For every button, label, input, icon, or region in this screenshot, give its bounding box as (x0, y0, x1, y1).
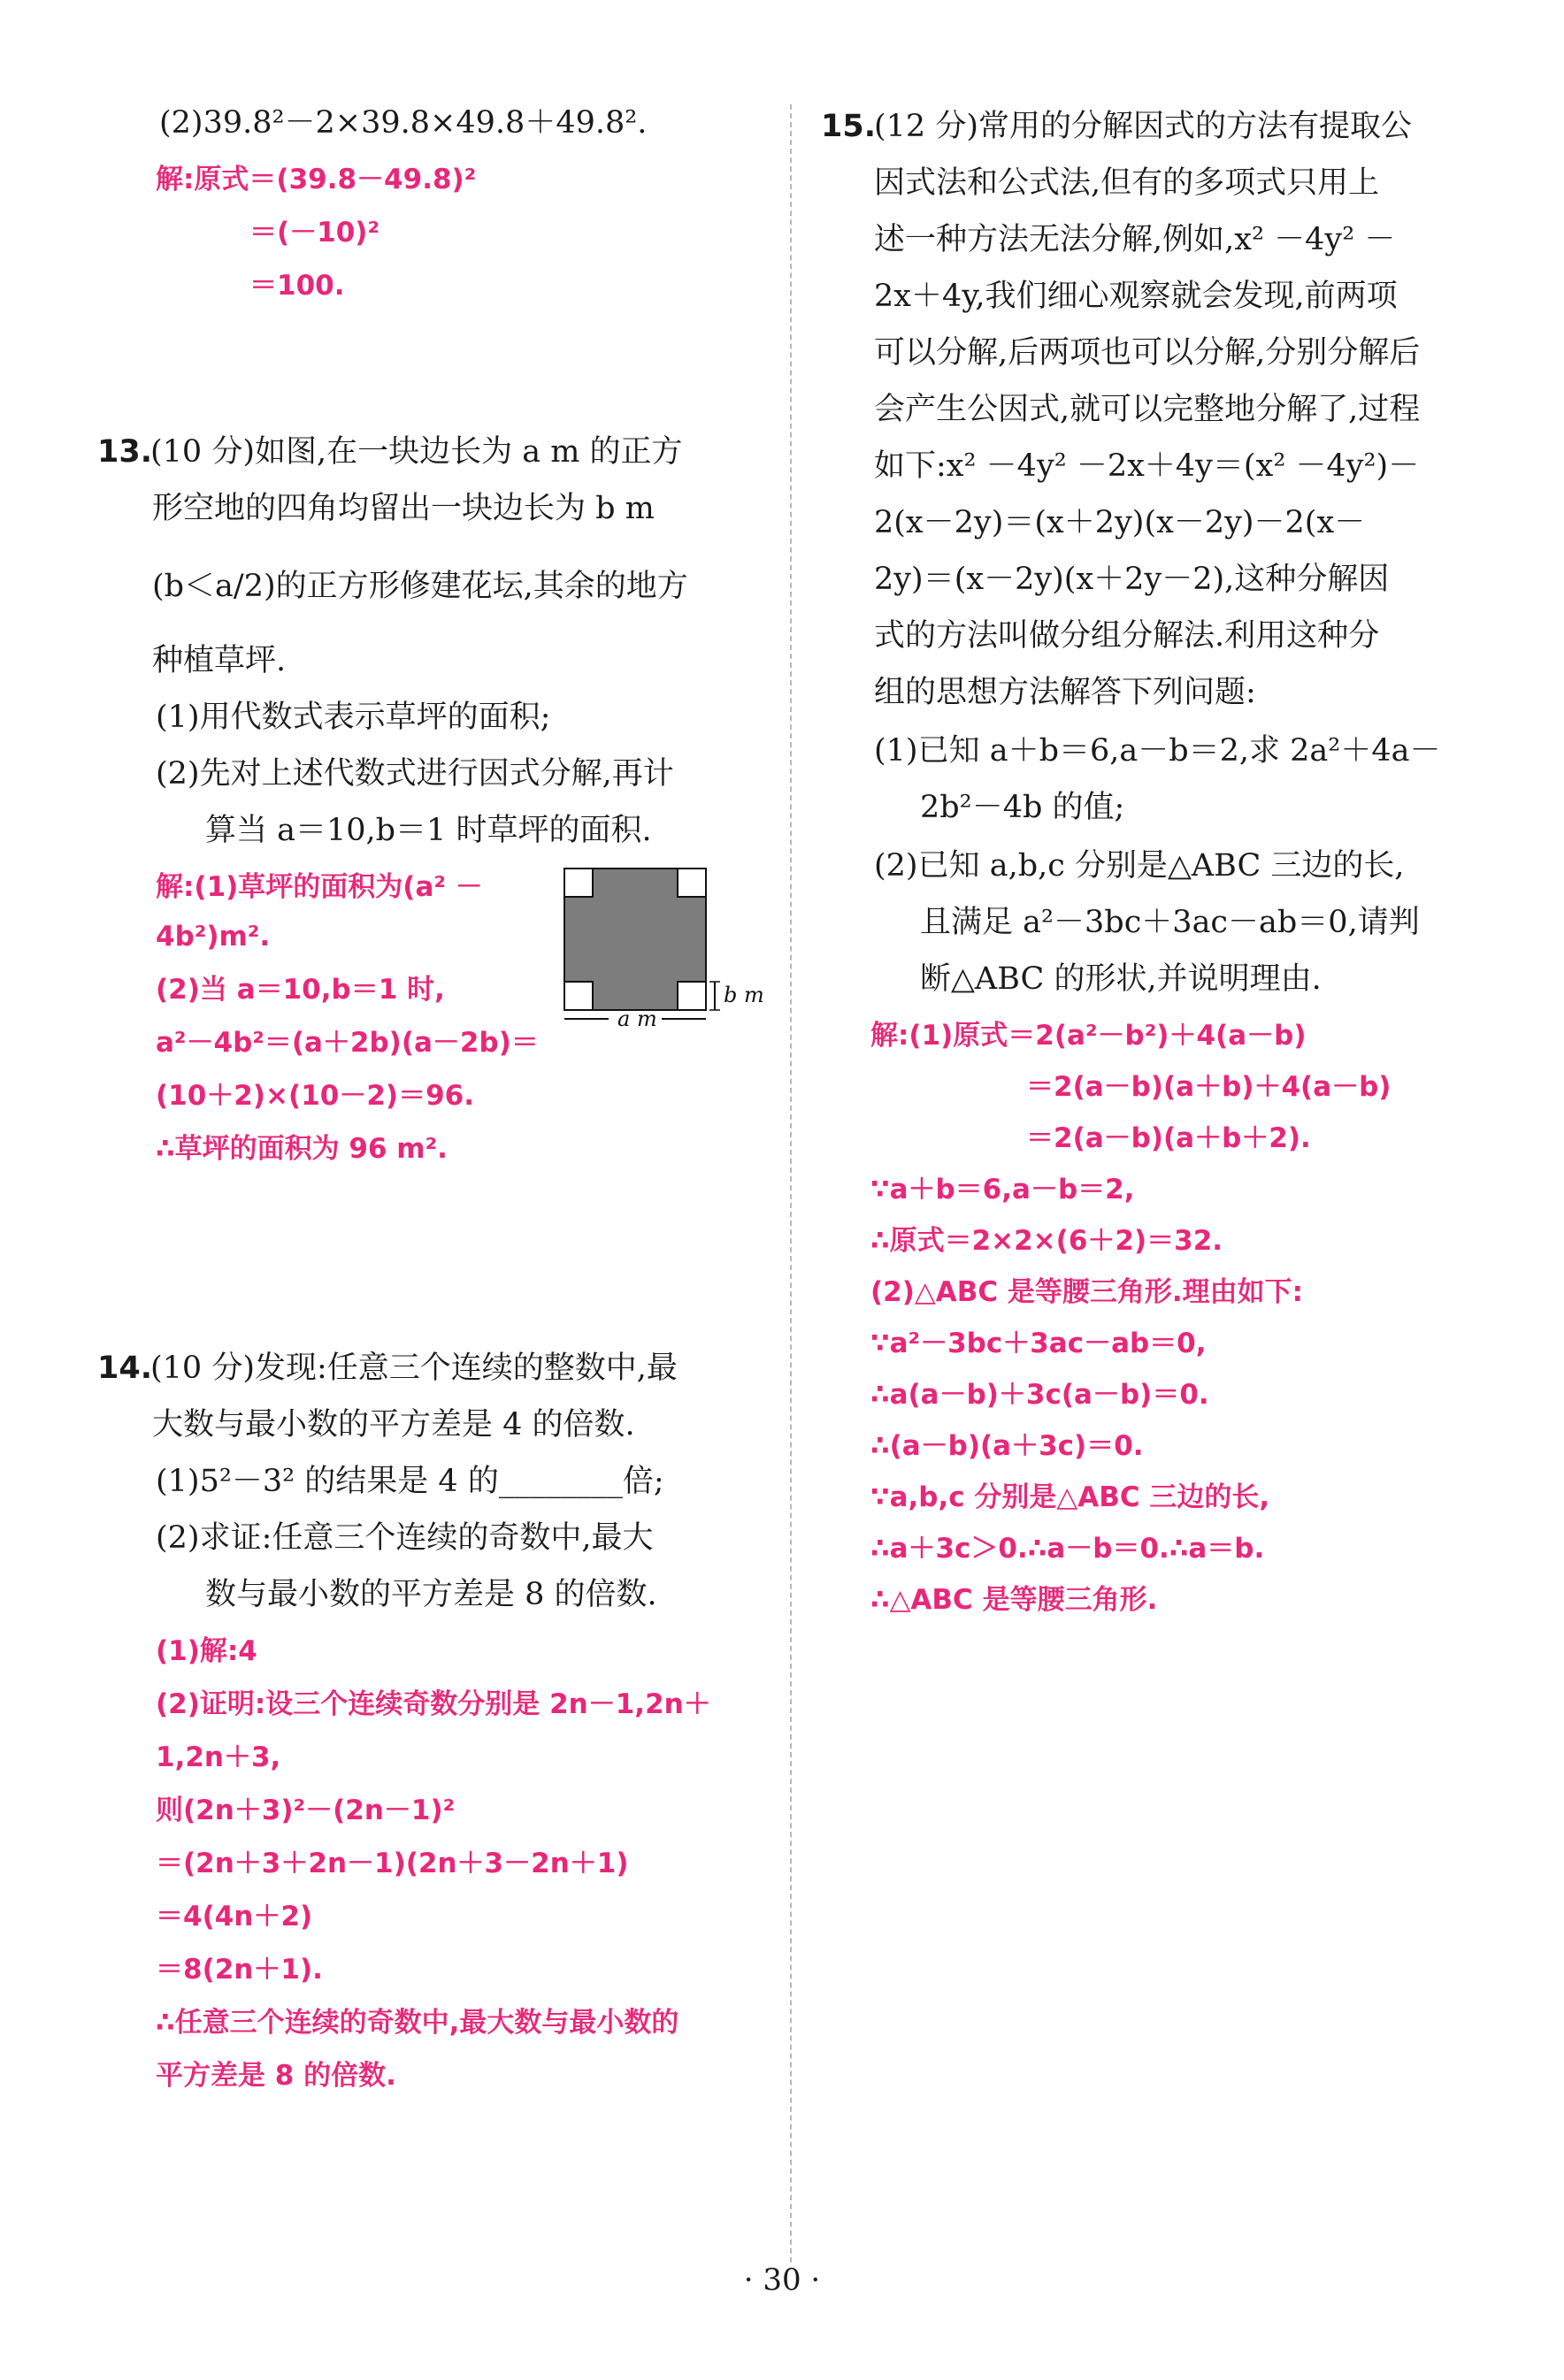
q13-text-line: 算当 a＝10,b＝1 时草坪的面积. (205, 813, 652, 848)
q13-text-line: (10 分)如图,在一块边长为 a m 的正方 (150, 434, 683, 470)
q14-number: 14. (97, 1351, 153, 1386)
grass-figure-svg (563, 867, 775, 1035)
q15-text-line: (2)已知 a,b,c 分别是△ABC 三边的长, (874, 848, 1405, 884)
q15-number: 15. (821, 109, 877, 144)
q15-answer-line: ∴(a－b)(a＋3c)＝0. (870, 1430, 1144, 1462)
q15-text-line: 述一种方法无法分解,例如,x² －4y² － (874, 222, 1396, 257)
q15-answer-line: ∴△ABC 是等腰三角形. (870, 1584, 1158, 1616)
q12-answer-line: ＝(－10)² (249, 217, 380, 249)
q13-answer-line: 4b²)m². (156, 921, 271, 953)
q15-answer-line: ＝2(a－b)(a＋b)＋4(a－b) (1026, 1071, 1392, 1103)
q14-text-line: 数与最小数的平方差是 8 的倍数. (205, 1577, 657, 1612)
q14-answer-line: ＝8(2n＋1). (156, 1954, 323, 1986)
q15-answer-line: ＝2(a－b)(a＋b＋2). (1026, 1122, 1311, 1154)
q15-text-line: 且满足 a²－3bc＋3ac－ab＝0,请判 (920, 905, 1420, 940)
q15-answer-line: (2)△ABC 是等腰三角形.理由如下: (870, 1276, 1304, 1308)
q15-answer-line: 解:(1)原式＝2(a²－b²)＋4(a－b) (870, 1020, 1307, 1052)
q14-text-line: 大数与最小数的平方差是 4 的倍数. (152, 1407, 635, 1443)
q15-answer-line: ∴a(a－b)＋3c(a－b)＝0. (870, 1379, 1209, 1411)
q13-text-line: 形空地的四角均留出一块边长为 b m (152, 491, 655, 526)
q15-text-line: 2b²－4b 的值; (920, 790, 1125, 825)
q14-answer-line: (1)解:4 (156, 1635, 257, 1667)
q14-answer-line: ∴任意三个连续的奇数中,最大数与最小数的 (156, 2007, 679, 2039)
flowerbed-bottom-left (564, 982, 593, 1010)
q15-answer-line: ∵a²－3bc＋3ac－ab＝0, (870, 1328, 1207, 1359)
q13-answer-line: ∴草坪的面积为 96 m². (156, 1133, 448, 1165)
q14-text-line: (2)求证:任意三个连续的奇数中,最大 (156, 1520, 654, 1556)
q14-answer-line: (2)证明:设三个连续奇数分别是 2n－1,2n＋ (156, 1688, 711, 1720)
q14-answer-line: ＝(2n＋3＋2n－1)(2n＋3－2n＋1) (156, 1848, 629, 1879)
q14-answer-line: 1,2n＋3, (156, 1741, 281, 1773)
q12-answer-line: ＝100. (249, 270, 345, 302)
q15-text-line: 组的思想方法解答下列问题: (874, 675, 1256, 710)
flowerbed-top-left (564, 869, 593, 897)
q15-text-line: 如下:x² －4y² －2x＋4y＝(x² －4y²)－ (874, 448, 1420, 484)
q14-answer-line: 平方差是 8 的倍数. (156, 2060, 396, 2092)
q13-text-line: (b＜a/2)的正方形修建花坛,其余的地方 (152, 569, 688, 604)
q15-answer-line: ∴原式＝2×2×(6＋2)＝32. (870, 1225, 1223, 1257)
grass-figure (563, 867, 775, 1038)
column-divider (790, 104, 792, 2262)
a-dimension-label: a m (617, 1006, 657, 1031)
q13-answer-line: (10＋2)×(10－2)＝96. (156, 1080, 474, 1112)
flowerbed-top-right (678, 869, 706, 897)
flowerbed-bottom-right (678, 982, 706, 1010)
q13-text-line: 种植草坪. (152, 643, 287, 678)
q15-text-line: (12 分)常用的分解因式的方法有提取公 (874, 109, 1412, 144)
q15-answer-line: ∴a＋3c＞0.∴a－b＝0.∴a＝b. (870, 1533, 1265, 1565)
q14-answer-line: 则(2n＋3)²－(2n－1)² (156, 1795, 456, 1826)
page-number: · 30 · (743, 2262, 821, 2298)
q15-text-line: 因式法和公式法,但有的多项式只用上 (874, 165, 1380, 201)
q14-text-line: (1)5²－3² 的结果是 4 的________倍; (156, 1464, 664, 1499)
q15-answer-line: ∵a,b,c 分别是△ABC 三边的长, (870, 1481, 1270, 1513)
q14-text-line: (10 分)发现:任意三个连续的整数中,最 (150, 1351, 678, 1386)
q15-text-line: 可以分解,后两项也可以分解,分别分解后 (874, 335, 1421, 371)
q15-text-line: 断△ABC 的形状,并说明理由. (920, 961, 1322, 997)
q15-text-line: 会产生公因式,就可以完整地分解了,过程 (874, 392, 1421, 427)
q13-answer-line: (2)当 a＝10,b＝1 时, (156, 974, 445, 1006)
q13-text-line: (2)先对上述代数式进行因式分解,再计 (156, 756, 674, 792)
q15-text-line: 式的方法叫做分组分解法.利用这种分 (874, 618, 1380, 654)
q15-text-line: 2y)＝(x－2y)(x＋2y－2),这种分解因 (874, 562, 1390, 597)
q13-text-line: (1)用代数式表示草坪的面积; (156, 700, 551, 735)
q15-text-line: (1)已知 a＋b＝6,a－b＝2,求 2a²＋4a－ (874, 733, 1441, 769)
q15-text-line: 2x＋4y,我们细心观察就会发现,前两项 (874, 279, 1398, 314)
q13-answer-line: 解:(1)草坪的面积为(a² － (156, 871, 483, 903)
q15-text-line: 2(x－2y)＝(x＋2y)(x－2y)－2(x－ (874, 505, 1366, 540)
q12-answer-line: 解:原式＝(39.8－49.8)² (156, 164, 477, 195)
q15-answer-line: ∵a＋b＝6,a－b＝2, (870, 1174, 1135, 1205)
q13-number: 13. (97, 434, 153, 470)
q12-part2-question: (2)39.8²－2×39.8×49.8＋49.8². (159, 105, 648, 141)
b-dimension-label: b m (724, 983, 764, 1007)
q13-answer-line: a²－4b²＝(a＋2b)(a－2b)＝ (156, 1027, 539, 1059)
q14-answer-line: ＝4(4n＋2) (156, 1901, 313, 1932)
